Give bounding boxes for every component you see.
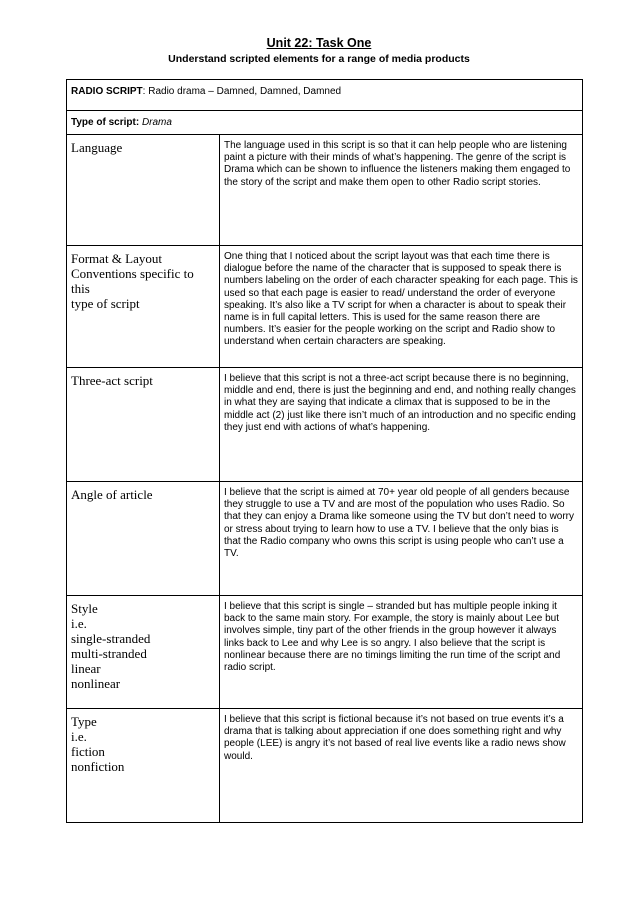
row-label-line: Language bbox=[71, 140, 123, 155]
row-label-type bbox=[67, 709, 220, 823]
row-label-language bbox=[67, 135, 220, 246]
row-label-angle bbox=[67, 482, 220, 596]
radio-script-row bbox=[67, 80, 583, 111]
row-text-angle: I believe that the script is aimed at 70+ year old people of all genders because they struggle to use a TV and are most of the population who uses Radio. So that they can enjoy a Drama like someone using the TV but don’t need to worry or stress about trying to learn how to use a TV. I believe that the only bias is that the Radio company who owns this script is using people who can’t use a TV. bbox=[220, 482, 583, 596]
row-label-line: Three-act script bbox=[71, 373, 153, 388]
row-label-line: type of script bbox=[71, 296, 140, 311]
table-row bbox=[67, 246, 583, 368]
table-row bbox=[67, 709, 583, 823]
radio-script-cell bbox=[67, 80, 583, 111]
table-row bbox=[67, 596, 583, 709]
row-label-line: Conventions specific to this bbox=[71, 266, 194, 296]
row-label-line: Format & Layout bbox=[71, 251, 162, 266]
row-label-line: multi-stranded bbox=[71, 646, 147, 661]
page-subtitle: Understand scripted elements for a range of media products bbox=[168, 53, 470, 65]
radio-script-label: RADIO SCRIPT bbox=[71, 86, 143, 97]
row-label-line: Type bbox=[71, 714, 97, 729]
row-text-language: The language used in this script is so that it can help people who are listening paint a picture with their minds of what’s happening. The genre of the script is Drama which can be shown to influence the listeners making them engaged to the story of the script and make them open to other Radio script stories. bbox=[220, 135, 583, 246]
row-label-line: single-stranded bbox=[71, 631, 151, 646]
row-label-line: fiction bbox=[71, 744, 105, 759]
analysis-table bbox=[66, 79, 583, 823]
row-label-style bbox=[67, 596, 220, 709]
script-type-label: Type of script: bbox=[71, 117, 140, 128]
row-label-line: Angle of article bbox=[71, 487, 153, 502]
row-text-format-layout: One thing that I noticed about the script layout was that each time there is dialogue before the name of the character that is supposed to speak there is numbers labeling on the order of each character speaking for each page. This is used so that each page is easier to read/ understand the order of everyone speaking. It’s also like a TV script for when a character is about to speak their name is in full capital letters. This is used for the same reason there are numbers. It’s easier for the people working on the script and Radio show to understand when certain characters are speaking. bbox=[220, 246, 583, 368]
table-row bbox=[67, 482, 583, 596]
script-type-row bbox=[67, 111, 583, 135]
row-label-three-act bbox=[67, 368, 220, 482]
table-row bbox=[67, 368, 583, 482]
row-label-format-layout bbox=[67, 246, 220, 368]
row-label-line: Style bbox=[71, 601, 98, 616]
radio-script-value: : Radio drama – Damned, Damned, Damned bbox=[142, 86, 342, 97]
row-label-line: linear bbox=[71, 661, 101, 676]
script-type-cell bbox=[67, 111, 583, 135]
page-title: Unit 22: Task One bbox=[266, 36, 372, 50]
row-label-line: nonfiction bbox=[71, 759, 125, 774]
row-label-line: nonlinear bbox=[71, 676, 121, 691]
script-type-value: Drama bbox=[141, 117, 172, 128]
table-row bbox=[67, 135, 583, 246]
row-text-three-act: I believe that this script is not a three-act script because there is no beginning, middle and end, there is just the beginning and end, and nothing really changes in what they are saying that indicate a climax that is supposed to be in the middle act (2) just like there isn’t much of an introduction and no specific ending they just end with actions of what’s happening. bbox=[220, 368, 583, 482]
row-text-type: I believe that this script is fictional because it’s not based on true events it’s a drama that is talking about appreciation if one does something right and why people (LEE) is angry it’s not based of real live events like a radio news show would. bbox=[220, 709, 583, 823]
row-label-line: i.e. bbox=[71, 616, 87, 631]
row-label-line: i.e. bbox=[71, 729, 87, 744]
row-text-style: I believe that this script is single – stranded but has multiple people inking it back to the same main story. For example, the story is mainly about Lee but involves simple, tiny part of the other friends in the group however it always links back to Lee and why Lee is so angry. I also believe that the script is nonlinear because there are no timings limiting the run time of the script and radio script. bbox=[220, 596, 583, 709]
